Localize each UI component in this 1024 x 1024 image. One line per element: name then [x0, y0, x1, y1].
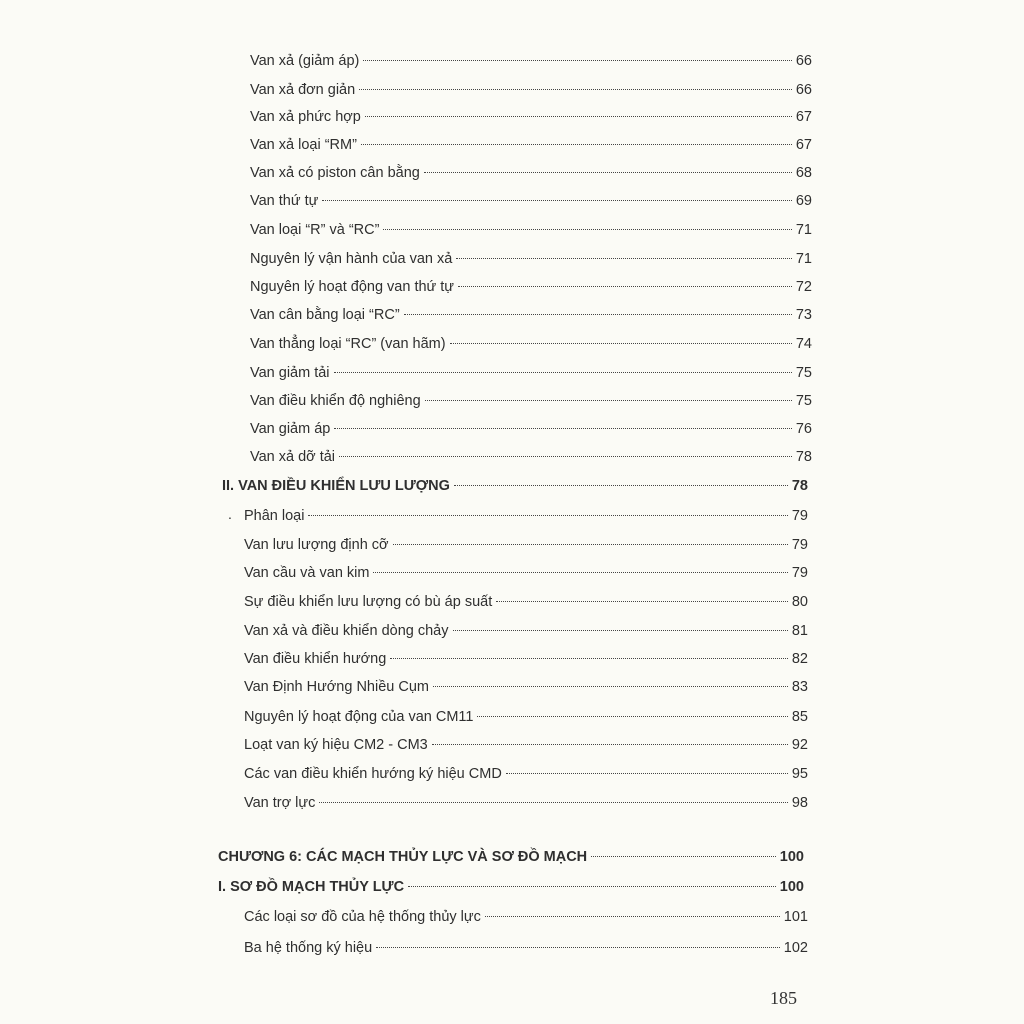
dot-leader	[334, 428, 792, 429]
toc-entry-page: 80	[791, 594, 808, 610]
toc-entry-label: Van thứ tự	[250, 193, 319, 209]
dot-leader	[477, 716, 787, 717]
toc-entry-label: Nguyên lý hoạt động van thứ tự	[250, 279, 455, 295]
dot-leader	[373, 572, 787, 573]
toc-entry-label: Van cầu và van kim	[244, 565, 370, 581]
toc-entry	[244, 792, 808, 814]
toc-entry-page: 82	[791, 651, 808, 667]
toc-entry	[244, 706, 808, 728]
toc-entry-page: 95	[791, 766, 808, 782]
toc-entry-page: 66	[795, 82, 812, 98]
toc-entry	[244, 620, 808, 642]
toc-entry-page: 75	[795, 393, 812, 409]
toc-entry-label: Van xả phức hợp	[250, 109, 361, 125]
dot-leader	[458, 286, 792, 287]
toc-entry-label: Van Định Hướng Nhiều Cụm	[244, 679, 429, 695]
dot-leader	[365, 116, 792, 117]
toc-entry-label: Van điều khiển độ nghiêng	[250, 393, 421, 409]
toc-entry-label: Van thẳng loại “RC” (van hãm)	[250, 336, 446, 352]
toc-entry-label: Nguyên lý vận hành của van xả	[250, 251, 453, 267]
dot-leader	[363, 60, 792, 61]
toc-entry-page: 79	[791, 537, 808, 553]
toc-entry	[250, 190, 812, 212]
toc-entry-page: 79	[791, 565, 808, 581]
toc-entry-page: 100	[779, 849, 804, 865]
toc-heading	[218, 846, 804, 868]
dot-leader	[432, 744, 788, 745]
dot-leader	[359, 89, 792, 90]
dot-leader	[496, 601, 788, 602]
toc-entry-label: Loạt van ký hiệu CM2 - CM3	[244, 737, 428, 753]
toc-entry-label: Van cân bằng loại “RC”	[250, 307, 400, 323]
dot-leader	[319, 802, 788, 803]
toc-entry-page: 73	[795, 307, 812, 323]
toc-entry-label: Van trợ lực	[244, 795, 316, 811]
dot-leader	[390, 658, 788, 659]
toc-entry-page: 76	[795, 421, 812, 437]
toc-entry-label: Van xả và điều khiển dòng chảy	[244, 623, 449, 639]
dot-leader	[339, 456, 792, 457]
toc-entry	[244, 562, 808, 584]
dot-leader	[383, 229, 791, 230]
toc-heading	[222, 475, 808, 497]
toc-entry-page: 67	[795, 109, 812, 125]
toc-entry-page: 78	[791, 478, 808, 494]
dot-leader	[425, 400, 792, 401]
toc-entry-label: Van xả (giảm áp)	[250, 53, 360, 69]
toc-entry	[244, 648, 808, 670]
toc-entry-label: Sự điều khiển lưu lượng có bù áp suất	[244, 594, 493, 610]
toc-entry-label: Nguyên lý hoạt động của van CM11	[244, 709, 474, 725]
toc-entry	[244, 763, 808, 785]
dot-leader	[308, 515, 787, 516]
toc-entry-label: II. VAN ĐIỀU KHIỂN LƯU LƯỢNG	[222, 478, 450, 494]
toc-entry	[250, 418, 812, 440]
dot-leader	[322, 200, 792, 201]
toc-entry-page: 100	[779, 879, 804, 895]
dot-leader	[506, 773, 788, 774]
toc-entry	[250, 304, 812, 326]
toc-entry	[244, 906, 808, 928]
page-number: 185	[770, 988, 797, 1008]
toc-entry-page: 81	[791, 623, 808, 639]
toc-entry	[250, 333, 812, 355]
toc-entry-label: Van xả đơn giản	[250, 82, 356, 98]
dot-leader	[393, 544, 788, 545]
toc-entry-label: I. SƠ ĐỒ MẠCH THỦY LỰC	[218, 879, 405, 895]
dot-leader	[433, 686, 788, 687]
toc-entry	[250, 248, 812, 270]
toc-entry-page: 83	[791, 679, 808, 695]
toc-entry	[250, 79, 812, 101]
dot-leader	[450, 343, 792, 344]
toc-heading	[218, 876, 804, 898]
toc-entry	[244, 534, 808, 556]
toc-entry-page: 66	[795, 53, 812, 69]
toc-entry-label: Van loại “R” và “RC”	[250, 222, 380, 238]
dot-leader	[334, 372, 792, 373]
toc-entry	[244, 591, 808, 613]
toc-entry	[250, 134, 812, 156]
toc-entry-page: 79	[791, 508, 808, 524]
dot-leader	[424, 172, 792, 173]
toc-entry-page: 71	[795, 251, 812, 267]
toc-entry-label: Van giảm áp	[250, 421, 331, 437]
toc-entry-page: 74	[795, 336, 812, 352]
toc-entry	[250, 362, 812, 384]
toc-entry-label: Các van điều khiển hướng ký hiệu CMD	[244, 766, 502, 782]
toc-entry-label: Phân loại	[244, 508, 305, 524]
toc-entry	[250, 162, 812, 184]
toc-entry-page: 92	[791, 737, 808, 753]
dot-leader	[456, 258, 792, 259]
dot-leader	[485, 916, 780, 917]
dot-leader	[591, 856, 776, 857]
toc-entry-page: 101	[783, 909, 808, 925]
toc-entry-label: Ba hệ thống ký hiệu	[244, 940, 373, 956]
toc-entry	[250, 50, 812, 72]
toc-entry-label: Van xả loại “RM”	[250, 137, 357, 153]
toc-entry-page: 98	[791, 795, 808, 811]
toc-entry-page: 67	[795, 137, 812, 153]
toc-entry-label: Van giảm tải	[250, 365, 330, 381]
toc-entry-label: Van điều khiển hướng	[244, 651, 387, 667]
toc-entry	[244, 676, 808, 698]
stray-bullet: .	[228, 506, 232, 522]
toc-entry-page: 69	[795, 193, 812, 209]
dot-leader	[361, 144, 792, 145]
toc-entry	[244, 505, 808, 527]
toc-entry	[244, 937, 808, 959]
toc-entry-label: Van xả có piston cân bằng	[250, 165, 420, 181]
toc-entry-page: 102	[783, 940, 808, 956]
toc-entry-page: 68	[795, 165, 812, 181]
toc-entry-label: Van lưu lượng định cỡ	[244, 537, 389, 553]
toc-entry-page: 75	[795, 365, 812, 381]
toc-entry-label: CHƯƠNG 6: CÁC MẠCH THỦY LỰC VÀ SƠ ĐỒ MẠCH	[218, 849, 588, 865]
toc-entry-page: 71	[795, 222, 812, 238]
dot-leader	[454, 485, 788, 486]
toc-entry	[250, 446, 812, 468]
toc-entry	[250, 276, 812, 298]
dot-leader	[453, 630, 788, 631]
toc-entry	[250, 106, 812, 128]
toc-entry	[250, 390, 812, 412]
dot-leader	[408, 886, 776, 887]
toc-entry-label: Các loại sơ đồ của hệ thống thủy lực	[244, 909, 481, 925]
toc-entry	[244, 734, 808, 756]
toc-entry-label: Van xả dỡ tải	[250, 449, 336, 465]
toc-entry-page: 85	[791, 709, 808, 725]
toc-entry-page: 78	[795, 449, 812, 465]
dot-leader	[404, 314, 792, 315]
dot-leader	[376, 947, 780, 948]
toc-entry-page: 72	[795, 279, 812, 295]
toc-entry	[250, 219, 812, 241]
